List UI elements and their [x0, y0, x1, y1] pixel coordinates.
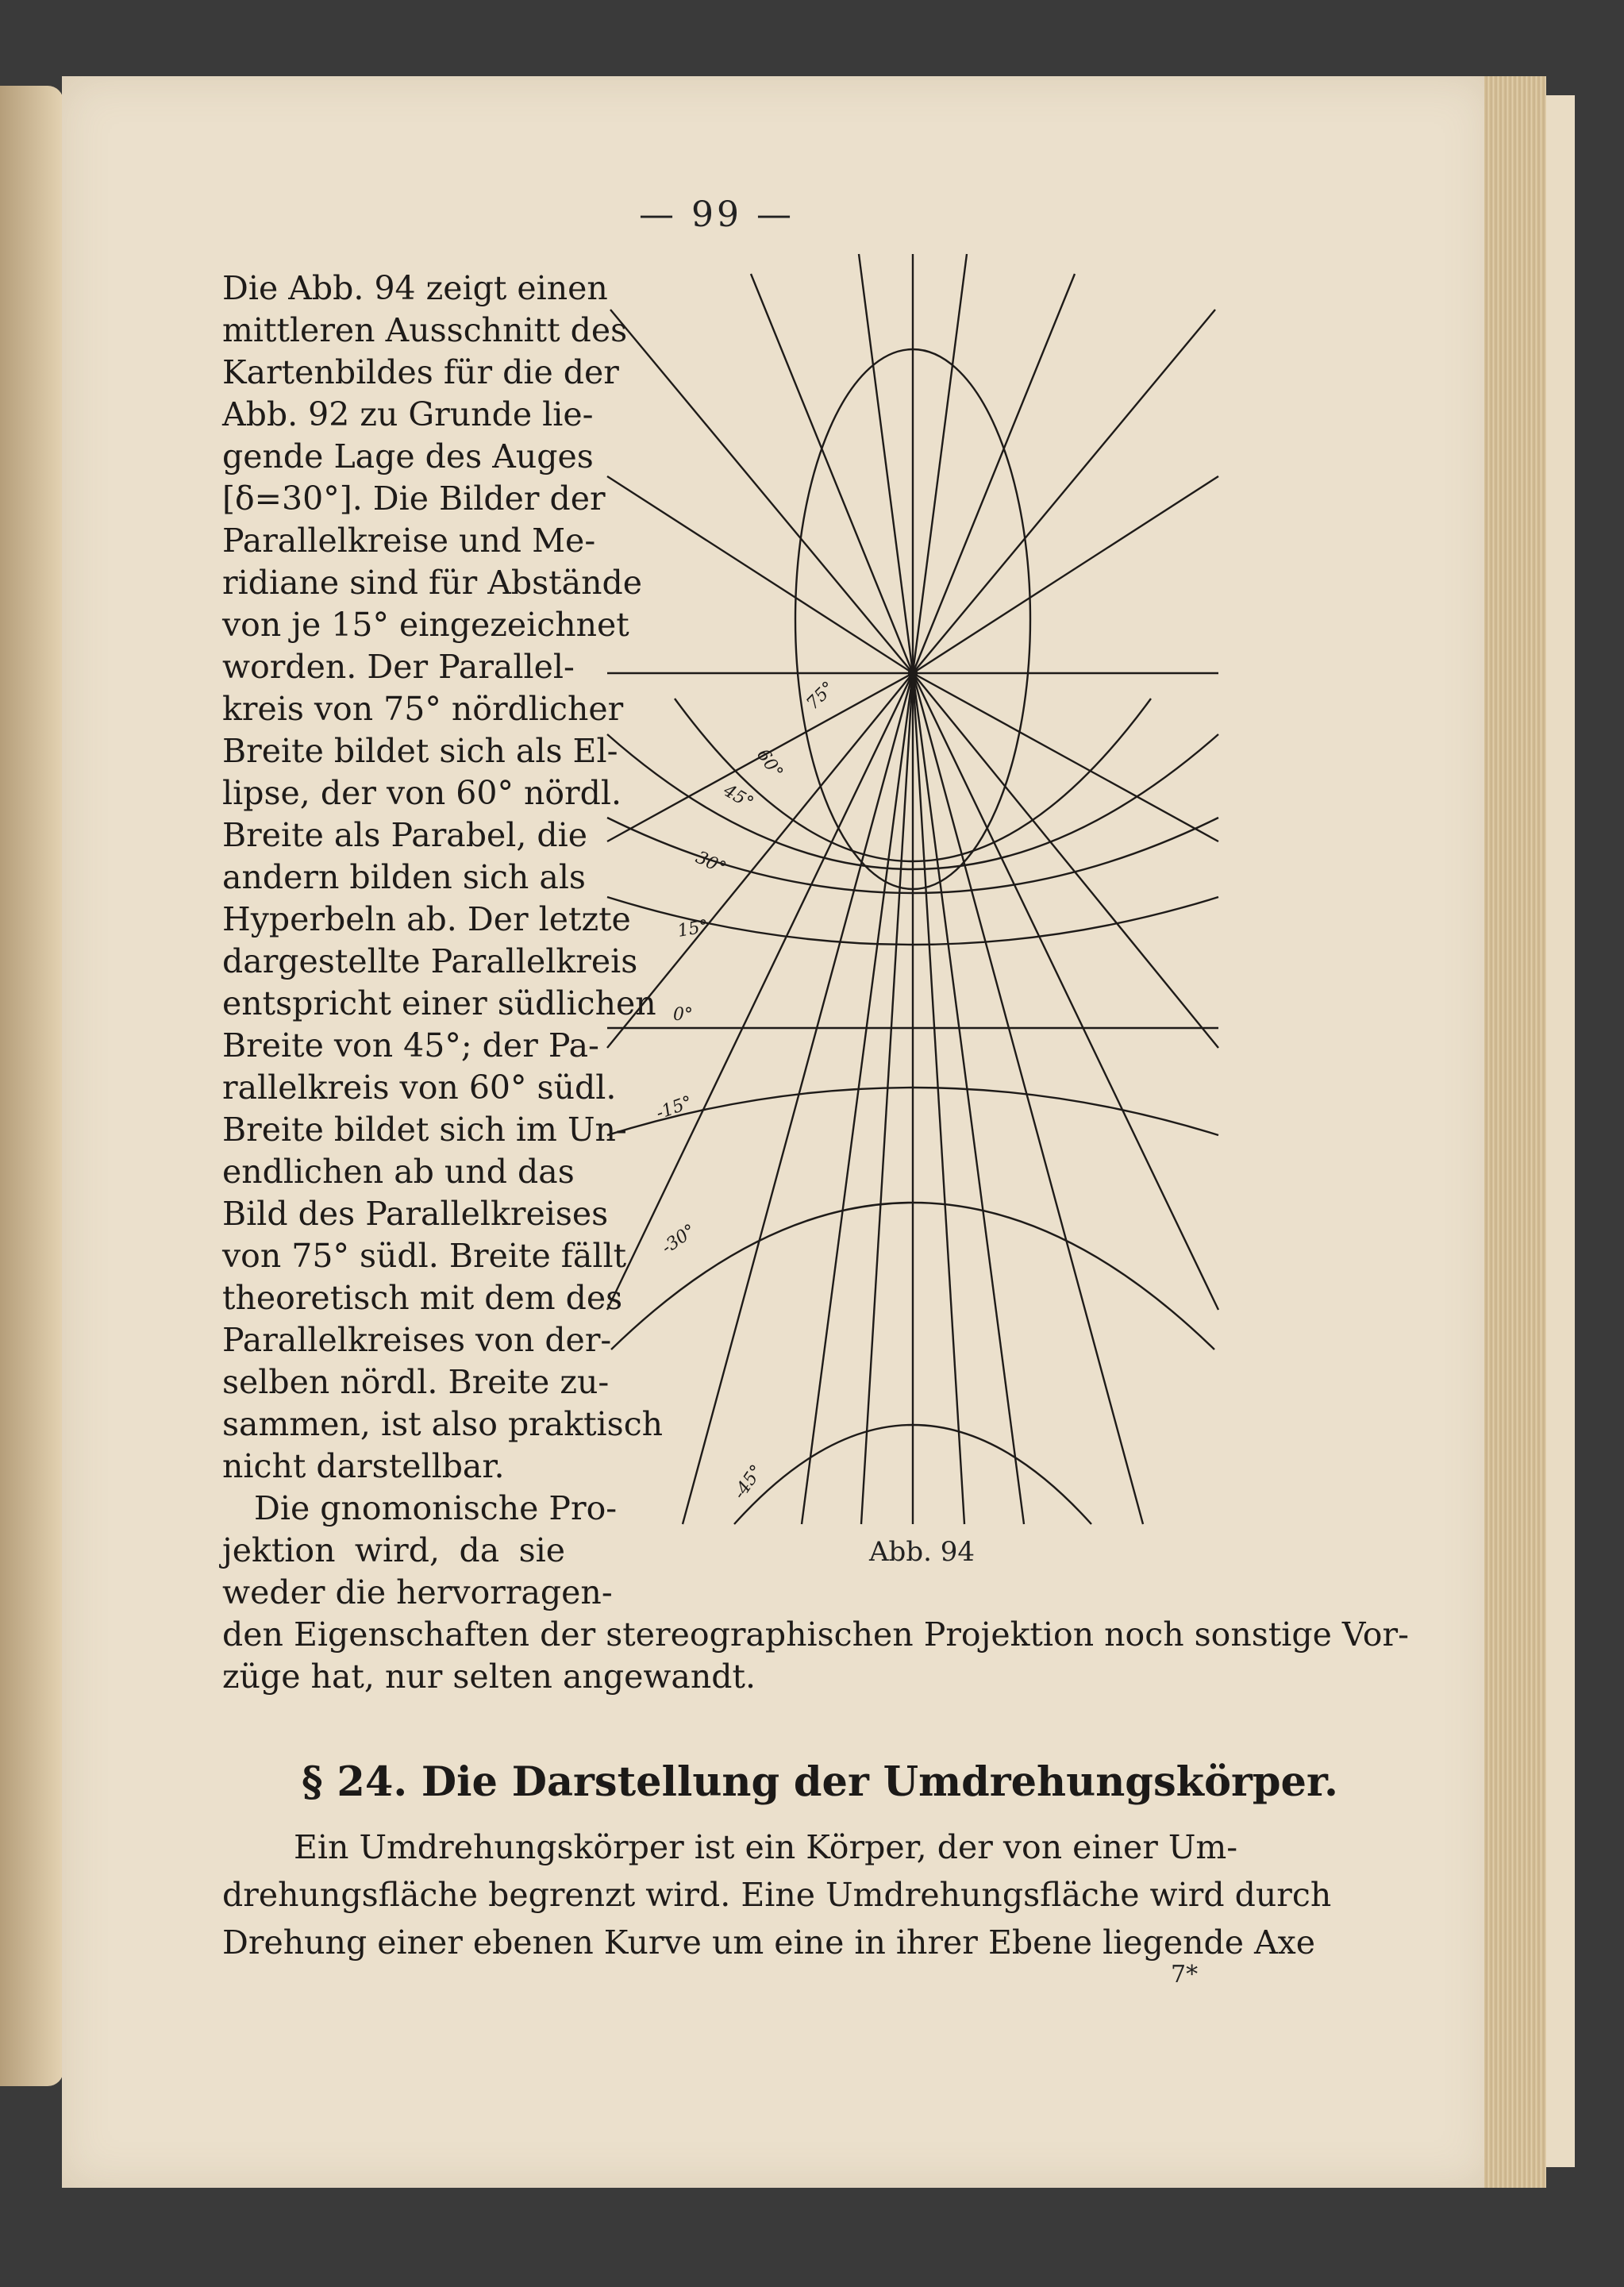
- text-line: Breite als Parabel, die: [222, 816, 588, 854]
- text-line: Kartenbildes für die der: [222, 353, 619, 391]
- text-line: dargestellte Parallelkreis: [222, 942, 638, 980]
- text-line: andern bilden sich als: [222, 858, 586, 896]
- meridian-line: [802, 673, 913, 1524]
- text-line: Parallelkreises von der-: [222, 1321, 612, 1359]
- figure-caption: Abb. 94: [869, 1536, 975, 1568]
- meridian-line: [913, 673, 1218, 841]
- text-line: endlichen ab und das: [222, 1153, 575, 1191]
- meridian-line: [913, 673, 964, 1524]
- text-line: lipse, der von 60° nördl.: [222, 774, 622, 812]
- latitude-label: 75°: [802, 677, 839, 714]
- page-stack-edge: [1484, 76, 1546, 2188]
- text-line: sammen, ist also praktisch: [222, 1405, 664, 1443]
- text-line: entspricht einer südlichen: [222, 984, 656, 1022]
- meridian-line: [683, 673, 913, 1524]
- latitude-label: 45°: [720, 780, 757, 814]
- meridian-line: [913, 673, 1143, 1524]
- text-line: Abb. 92 zu Grunde lie-: [222, 395, 594, 433]
- text-line: Parallelkreise und Me-: [222, 522, 596, 560]
- text-line: von 75° südl. Breite fällt: [222, 1237, 627, 1275]
- meridian-line: [913, 673, 1024, 1524]
- text-line: nicht darstellbar.: [222, 1447, 505, 1485]
- signature-mark: 7*: [1171, 1961, 1199, 1989]
- meridian-line: [913, 254, 967, 673]
- projection-center: [909, 669, 917, 677]
- text-line: mittleren Ausschnitt des: [222, 311, 628, 349]
- previous-page-edge: [0, 86, 63, 2086]
- latitude-label: -45°: [729, 1461, 768, 1503]
- text-line: Breite von 45°; der Pa-: [222, 1026, 599, 1065]
- text-line: rallelkreis von 60° südl.: [222, 1068, 617, 1107]
- text-line: [δ=30°]. Die Bilder der: [222, 479, 606, 518]
- text-line: selben nördl. Breite zu-: [222, 1363, 610, 1401]
- text-line: ridiane sind für Abstände: [222, 564, 642, 602]
- text-line: Breite bildet sich als El-: [222, 732, 618, 770]
- page-number: — 99 —: [639, 194, 795, 235]
- latitude-label: 15°: [675, 916, 710, 941]
- text-line: weder die hervorragen-: [222, 1573, 613, 1611]
- meridian-line: [859, 254, 913, 673]
- section-heading: § 24. Die Darstellung der Umdrehungskörper.: [302, 1758, 1338, 1806]
- text-line: von je 15° eingezeichnet: [222, 606, 629, 644]
- meridian-line: [751, 274, 913, 673]
- page-edge-light: [1546, 95, 1575, 2167]
- meridian-line: [607, 476, 913, 673]
- latitude-label: -15°: [653, 1092, 695, 1124]
- text-line: theoretisch mit dem des: [222, 1279, 623, 1317]
- gnomonic-projection-figure: [587, 246, 1254, 1548]
- text-line: jektion wird, da sie: [222, 1531, 565, 1569]
- meridian-line: [913, 476, 1218, 673]
- text-line: Hyperbeln ab. Der letzte: [222, 900, 631, 938]
- meridian-line: [861, 673, 913, 1524]
- latitude-label: 60°: [752, 745, 787, 783]
- text-line: Die Abb. 94 zeigt einen: [222, 269, 608, 307]
- meridian-line: [913, 310, 1215, 673]
- text-line: den Eigenschaften der stereographischen Projektion noch sonstige Vor-: [222, 1615, 1409, 1654]
- text-line: Ein Umdrehungskörper ist ein Körper, der von einer Um-: [294, 1828, 1238, 1866]
- latitude-label: 30°: [692, 847, 729, 879]
- latitude-label: -30°: [658, 1220, 700, 1258]
- text-line: Die gnomonische Pro-: [254, 1489, 618, 1527]
- text-line: Breite bildet sich im Un-: [222, 1111, 627, 1149]
- latitude-label: 0°: [673, 1005, 693, 1025]
- latitude-labels: [654, 678, 839, 1503]
- text-line: drehungsfläche begrenzt wird. Eine Umdrehungsfläche wird durch: [222, 1876, 1332, 1914]
- text-line: Bild des Parallelkreises: [222, 1195, 609, 1233]
- text-line: Drehung einer ebenen Kurve um eine in ihrer Ebene liegende Axe: [222, 1923, 1316, 1962]
- text-line: züge hat, nur selten angewandt.: [222, 1657, 756, 1696]
- text-line: kreis von 75° nördlicher: [222, 690, 624, 728]
- text-line: gende Lage des Auges: [222, 437, 594, 475]
- meridian-line: [913, 274, 1075, 673]
- text-line: worden. Der Parallel-: [222, 648, 575, 686]
- meridian-line: [610, 310, 913, 673]
